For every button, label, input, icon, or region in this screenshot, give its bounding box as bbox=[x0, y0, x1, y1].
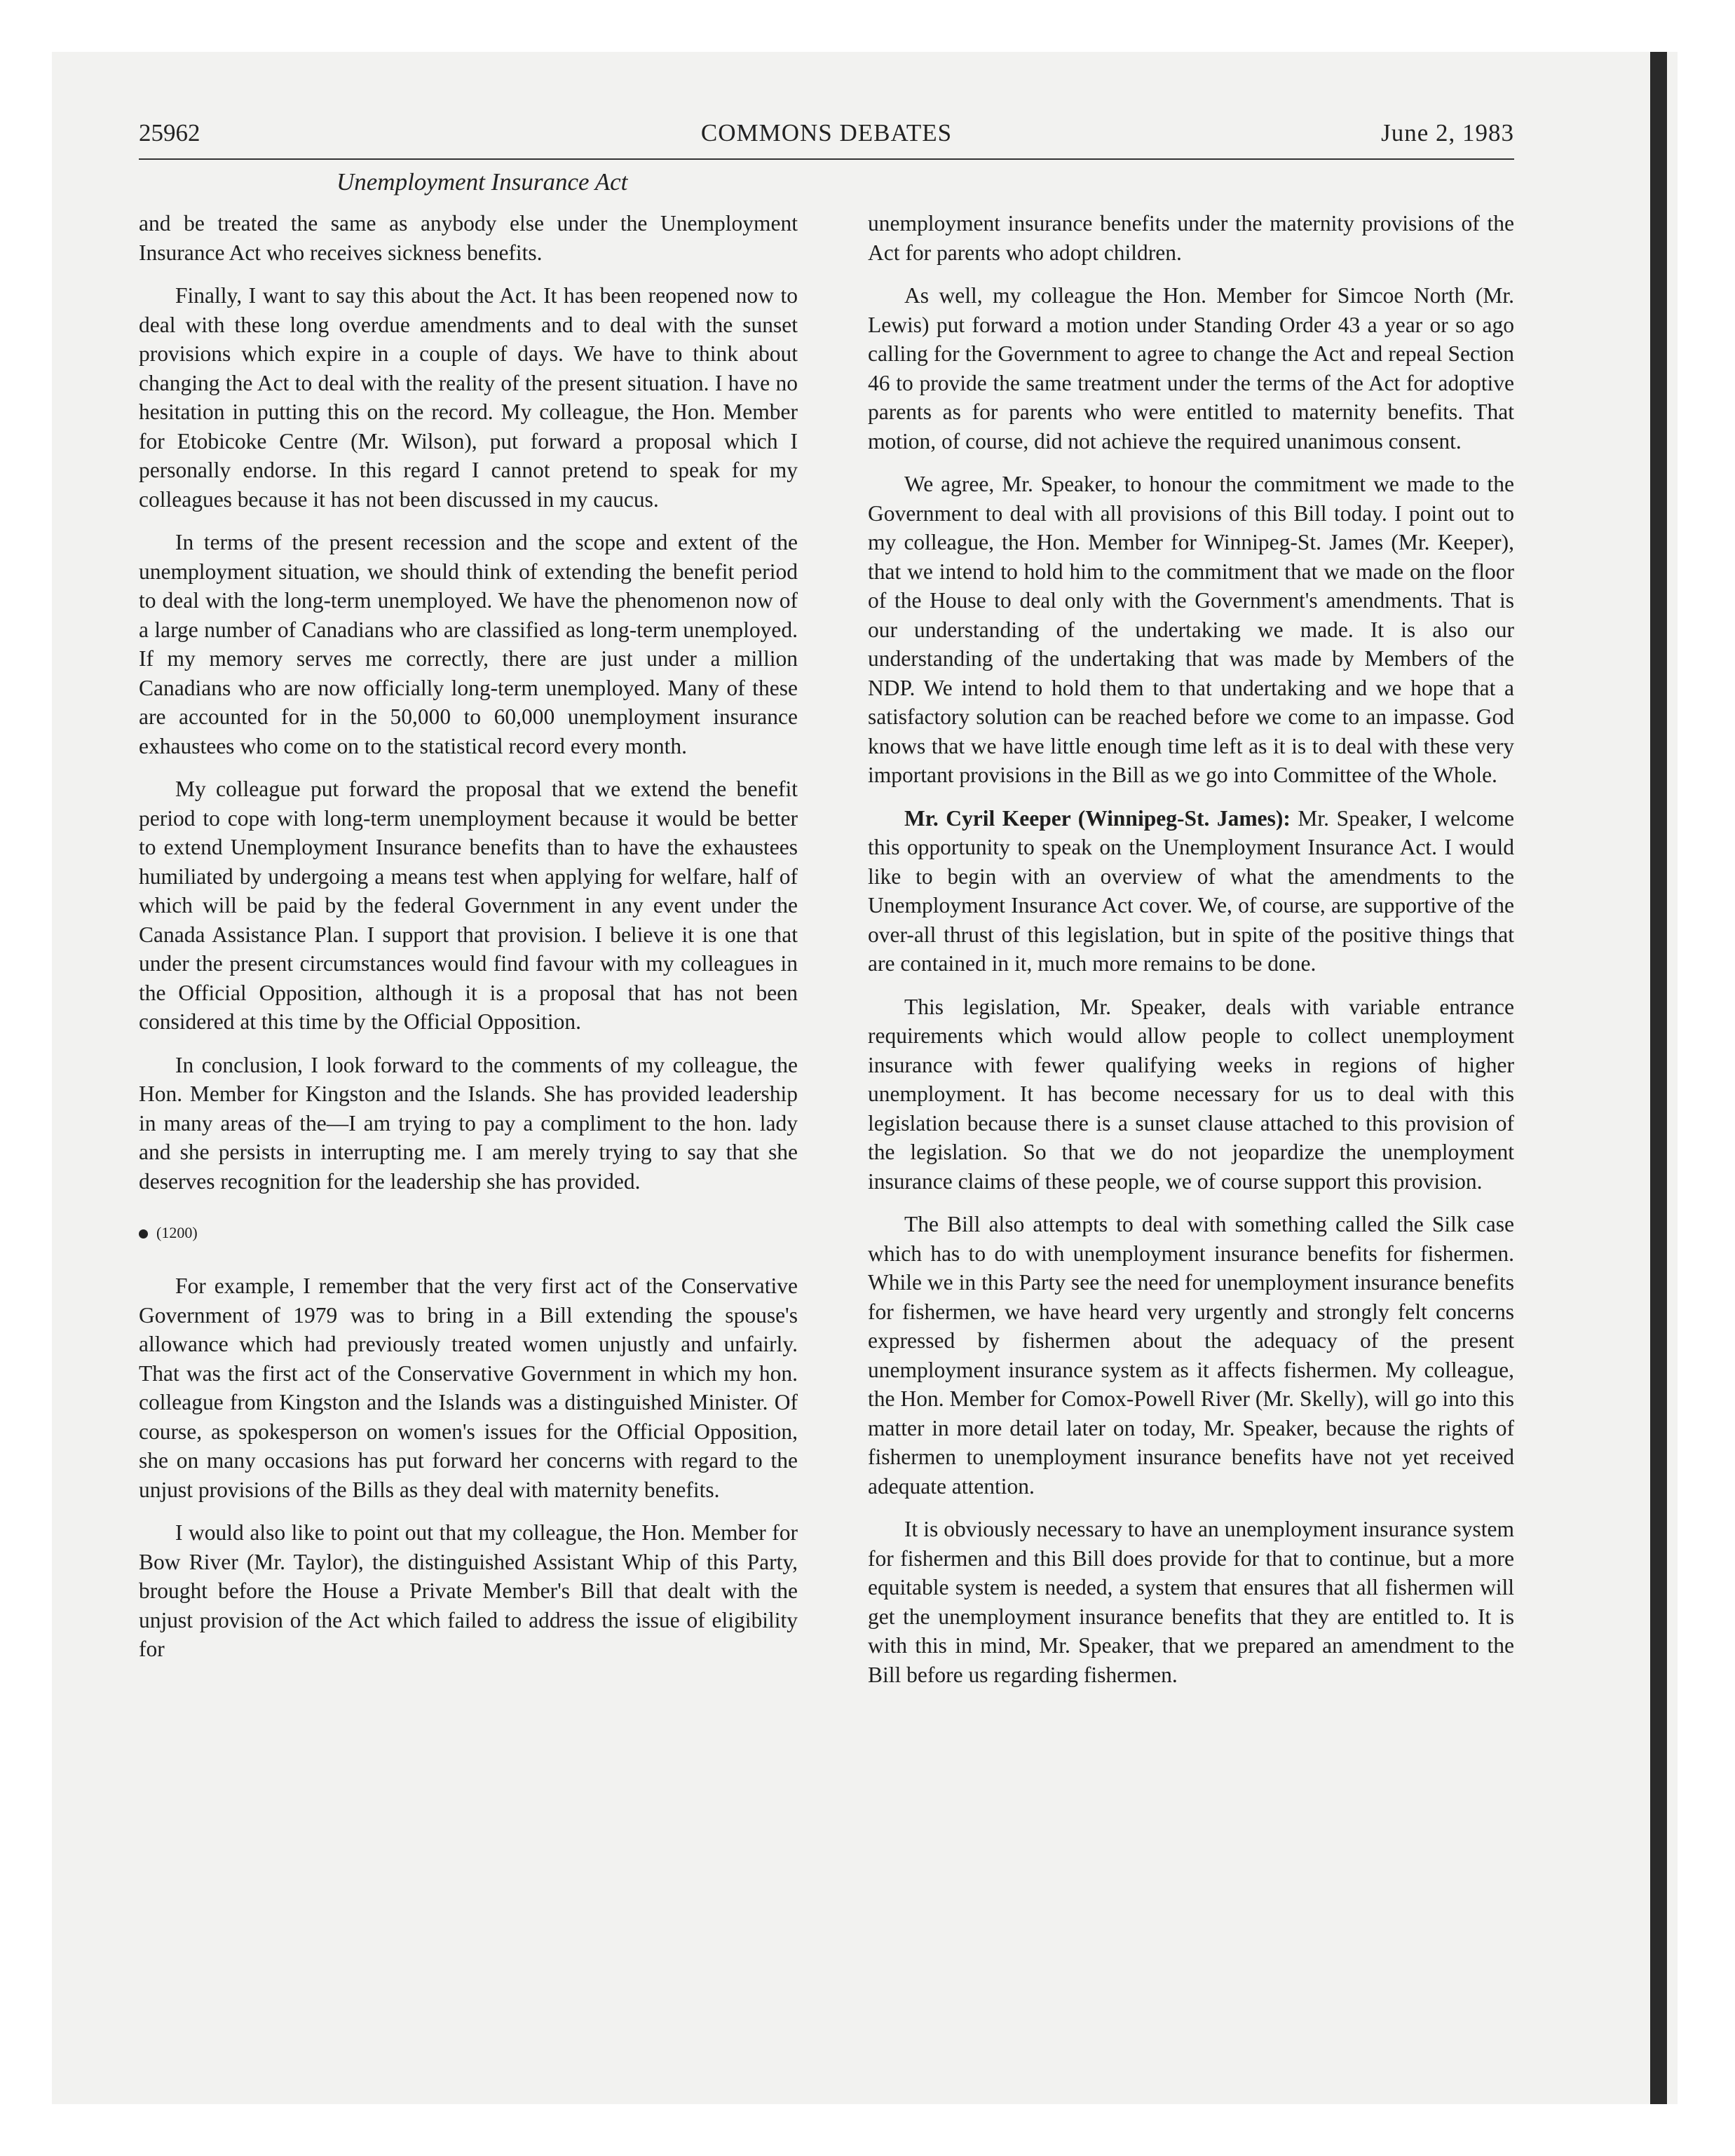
time-marker bbox=[139, 1222, 798, 1243]
left-column bbox=[139, 209, 798, 1678]
publication-date: June 2, 1983 bbox=[1381, 119, 1514, 146]
paragraph: Finally, I want to say this about the Act. It has been reopened now to deal with these long overdue amendments and to deal with the sunset provisions which expire in a couple of days. We have to think about changing the Act to deal with the reality of the present situation. I have no hesitation in putting this on the record. My colleague, the Hon. Member for Etobicoke Centre (Mr. Wilson), put forward a proposal which I personally endorse. In this regard I cannot pretend to speak for my colleagues because it has not been discussed in my caucus. bbox=[139, 283, 798, 512]
paragraph: My colleague put forward the proposal that we extend the benefit period to cope with long-term unemployment because it would be better to extend Unemployment Insurance benefits than to have the exhaustees humiliated by undergoing a means test when applying for welfare, half of which will be paid by the federal Government in any event under the Canada Assistance Plan. I support that provision. I believe it is one that under the present circumstances would find favour with my colleagues in the Official Opposition, although it is a proposal that has not been considered at this time by the Official Opposition. bbox=[139, 777, 798, 1034]
running-title: Unemployment Insurance Act bbox=[336, 168, 628, 196]
paragraph: As well, my colleague the Hon. Member for Simcoe North (Mr. Lewis) put forward a motion under Standing Order 43 a year or so ago calling for the Government to agree to change the Act and repeal Section 46 to provide the same treatment under the terms of the Act for adoptive parents as for parents who were entitled to maternity benefits. That motion, of course, did not achieve the required unanimous consent. bbox=[868, 283, 1514, 453]
right-column bbox=[868, 209, 1514, 1703]
bullet-icon bbox=[139, 1229, 148, 1239]
paragraph: and be treated the same as anybody else under the Unemployment Insurance Act who receives sickness benefits. bbox=[139, 211, 798, 265]
publication-title: COMMONS DEBATES bbox=[700, 119, 953, 146]
paragraph: The Bill also attempts to deal with something called the Silk case which has to do with unemployment insurance benefits for fishermen. While we in this Party see the need for unemployment insurance benefits for fishermen, we have heard very urgently and strongly felt concerns expressed by fishermen about the adequacy of the present unemployment insurance system as it affects fishermen. My colleague, the Hon. Member for Comox-Powell River (Mr. Skelly), will go into this matter in more detail later on today, Mr. Speaker, because the rights of fishermen to unemployment insurance benefits have not yet received adequate attention. bbox=[868, 1212, 1514, 1499]
page-header bbox=[139, 118, 1514, 160]
paragraph: In terms of the present recession and the scope and extent of the unemployment situation, we should think of extending the benefit period to deal with the long-term unemployed. We have the phenomenon now of a large number of Canadians who are classified as long-term unemployed. If my memory serves me correctly, there are just under a million Canadians who are now officially long-term unemployed. Many of these are accounted for in the 50,000 to 60,000 unemployment insurance exhaustees who come on to the statistical record every month. bbox=[139, 530, 798, 758]
paragraph: In conclusion, I look forward to the comments of my colleague, the Hon. Member for Kingston and the Islands. She has provided leadership in many areas of the—I am trying to pay a compliment to the hon. lady and she persists in interrupting me. I am merely trying to say that she deserves recognition for the leadership she has provided. bbox=[139, 1052, 798, 1194]
paragraph: unemployment insurance benefits under the maternity provisions of the Act for parents who adopt children. bbox=[868, 211, 1514, 265]
page-number: 25962 bbox=[139, 119, 200, 146]
speaker-name: Mr. Cyril Keeper (Winnipeg-St. James): bbox=[904, 805, 1291, 831]
speech-text: Mr. Speaker, I welcome this opportunity to speak on the Unemployment Insurance Act. I would like to begin with an overview of what the amendments to the Unemployment Insurance Act cover. We, of course, are supportive of the over-all thrust of this legislation, but in spite of the positive things that are contained in it, much more remains to be done. bbox=[868, 805, 1514, 976]
speech-paragraph bbox=[868, 804, 1514, 978]
paragraph: It is obviously necessary to have an unemployment insurance system for fishermen and this Bill does provide for that to continue, but a more equitable system is needed, a system that ensures that all fishermen will get the unemployment insurance benefits that they are entitled to. It is with this in mind, Mr. Speaker, that we prepared an amendment to the Bill before us regarding fishermen. bbox=[868, 1517, 1514, 1687]
scan-edge-shadow bbox=[1650, 52, 1667, 2104]
paragraph: For example, I remember that the very first act of the Conservative Government of 1979 was to bring in a Bill extending the spouse's allowance which had previously treated women unjustly and unfairly. That was the first act of the Conservative Government in which my hon. colleague from Kingston and the Islands was a distinguished Minister. Of course, as spokesperson on women's issues for the Official Opposition, she on many occasions has put forward her concerns with regard to the unjust provisions of the Bills as they deal with maternity benefits. bbox=[139, 1274, 798, 1502]
time-marker-label: (1200) bbox=[156, 1224, 198, 1241]
paragraph: This legislation, Mr. Speaker, deals with variable entrance requirements which would allow people to collect unemployment insurance with fewer qualifying weeks in regions of higher unemployment. It has become necessary for us to deal with this legislation because there is a sunset clause attached to this provision of the legislation. So that we do not jeopardize the unemployment insurance claims of these people, we of course support this provision. bbox=[868, 994, 1514, 1194]
paragraph: I would also like to point out that my colleague, the Hon. Member for Bow River (Mr. Taylor), the distinguished Assistant Whip of this Party, brought before the House a Private Member's Bill that dealt with the unjust provision of the Act which failed to address the issue of eligibility for bbox=[139, 1520, 798, 1661]
paragraph: We agree, Mr. Speaker, to honour the commitment we made to the Government to deal with all provisions of this Bill today. I point out to my colleague, the Hon. Member for Winnipeg-St. James (Mr. Keeper), that we intend to hold him to the commitment that we made on the floor of the House to deal only with the Government's amendments. That is our understanding of the undertaking we made. It is also our understanding of the undertaking that was made by Members of the NDP. We intend to hold them to that undertaking and we hope that a satisfactory solution can be reached before we come to an impasse. God knows that we have little enough time left as it is to deal with these very important provisions in the Bill as we go into Committee of the Whole. bbox=[868, 472, 1514, 787]
